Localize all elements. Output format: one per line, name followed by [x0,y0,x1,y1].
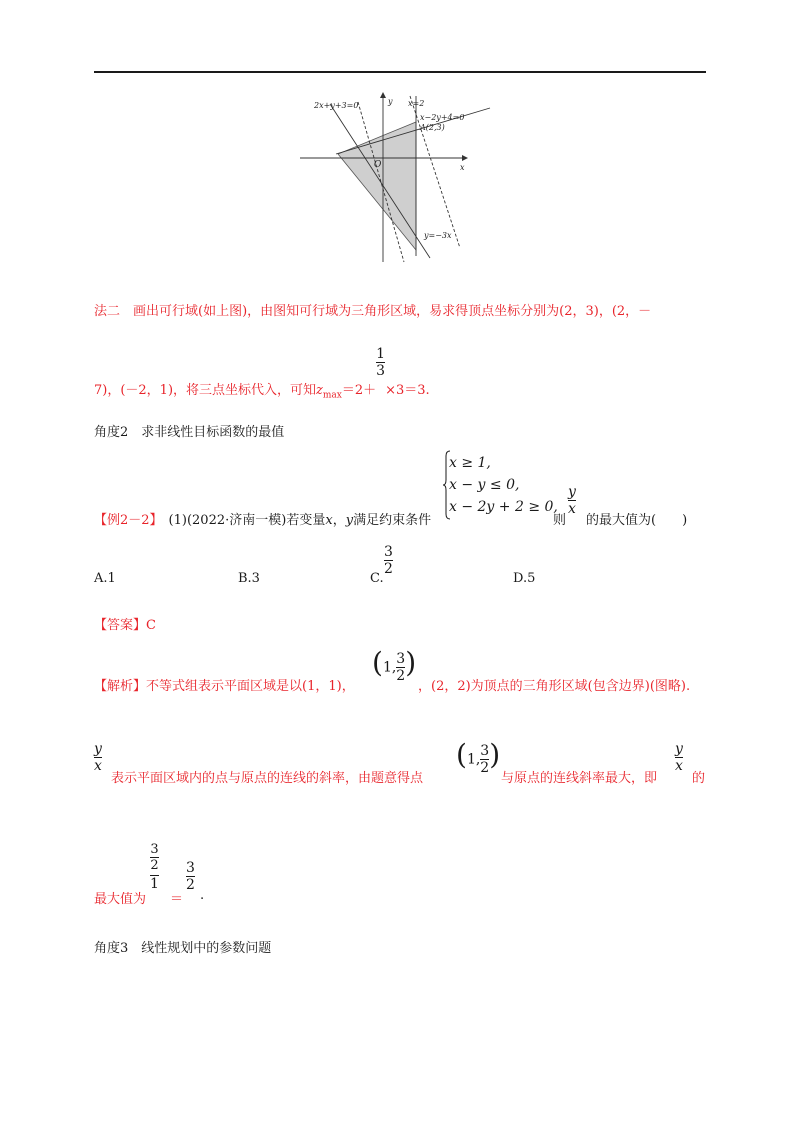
label-origin: O [374,160,382,170]
example-comma: ， [332,513,346,528]
analysis-l3-den: 2 [186,877,195,893]
example-tag: 【例2－2】 [94,513,163,528]
method2-line1: 法二 画出可行域(如上图)，由图知可行域为三角形区域，易求得顶点坐标分别为(2，3)，(2，－ [94,304,652,319]
feasible-region-figure [300,92,500,264]
analysis-l3-num: 3 [186,860,195,876]
analysis-text2: ，(2，2)为顶点的三角形区域(包含边界)(图略). [418,679,691,694]
analysis-line1 [94,675,355,694]
analysis-text1: 不等式组表示平面区域是以(1，1)， [146,679,355,694]
analysis-l2-num2: y [675,741,683,757]
analysis-l3-end: . [200,888,205,903]
analysis-l2-point: (1, $\frac{3}{2}$ ) [456,738,501,776]
label-line4: y=−3x [424,231,452,240]
analysis-l2-point-a: 1, [466,751,481,768]
analysis-l2-text1: 表示平面区域内的点与原点的连线的斜率，由题意得点 [111,771,424,786]
example-then: 则 [553,513,567,528]
answer-tag: 【答案】 [94,618,147,633]
example-fraction [568,484,576,517]
constraint-3: x − 2y + 2 ≥ 0, [449,499,558,515]
analysis-l3-eq: ＝ [170,892,184,907]
example-frac-den: x [568,501,576,517]
example-source: (1)(2022·济南一模) [168,513,287,528]
method2-fraction [376,346,385,379]
analysis-l3-fraction [186,860,195,893]
x-axis-arrow [462,155,468,161]
header-rule [94,71,706,73]
analysis-point-num: 3 [396,651,406,667]
method2-zsub: max [322,390,342,401]
angle2-heading: 角度2 求非线性目标函数的最值 [94,425,285,440]
method2-frac-num: 1 [376,346,386,362]
analysis-l2-den2: x [675,758,683,774]
analysis-point: (1, $\frac{3}{2}$ ) [372,646,417,684]
example-text2: 满足约束条件 [353,513,432,528]
analysis-l2-text3: 的 [692,771,706,786]
constraint-2: x − y ≤ 0, [449,477,520,493]
label-line2: x=2 [408,99,425,108]
method2-line2-a: 7)，(－2，1)，将三点坐标代入，可知 [94,383,317,398]
label-line1: 2x+y+3=0 [314,101,359,110]
label-line3: x−2y+4=0 [420,113,465,122]
analysis-l3-inner-den: 2 [150,858,159,873]
option-a: A.1 [94,571,116,586]
analysis-l3-inner-num: 3 [150,842,159,857]
example-text3: 的最大值为( ) [586,513,688,528]
example-var-y: y [345,513,354,528]
analysis-l2-den: x [94,758,102,774]
option-c-num: 3 [384,544,393,560]
option-d: D.5 [513,571,536,586]
label-axis-x: x [460,163,465,172]
option-c-fraction [384,544,393,577]
label-point-a: A(2,3) [420,123,445,132]
analysis-l3-compound-fraction [150,842,159,892]
example-line [94,509,431,528]
y-axis-arrow [380,92,386,98]
method2-frac-den: 3 [376,363,386,379]
analysis-point-den: 2 [396,668,406,684]
constraint-1: x ≥ 1, [449,455,491,471]
feasible-region [338,122,416,250]
analysis-l2-num: y [94,741,102,757]
option-c-label: C. [370,571,384,586]
method2-line2 [94,346,430,401]
analysis-l2-point-den: 2 [480,760,490,776]
analysis-l2-fraction2 [675,741,683,774]
analysis-tag: 【解析】 [94,679,147,694]
method2-line2-c: ×3＝3. [385,383,430,398]
method2-z: z [316,383,323,398]
angle3-heading: 角度3 线性规划中的参数问题 [94,941,272,956]
analysis-l2-text2: 与原点的连线斜率最大，即 [501,771,658,786]
analysis-point-a: 1, [382,659,397,676]
example-var-x: x [325,513,333,528]
example-frac-num: y [568,484,576,500]
option-c-den: 2 [384,561,393,577]
option-b: B.3 [238,571,260,586]
analysis-l2-point-num: 3 [480,743,490,759]
answer-value: C [146,618,156,633]
example-text1: 若变量 [286,513,326,528]
label-axis-y: y [388,97,393,106]
answer-line [94,614,156,633]
analysis-l3-outer-den: 1 [150,876,159,892]
method2-line2-b: ＝2＋ [341,383,377,398]
analysis-l3-text1: 最大值为 [94,892,147,907]
analysis-l2-fraction [94,741,102,774]
constraint-system [449,452,558,518]
